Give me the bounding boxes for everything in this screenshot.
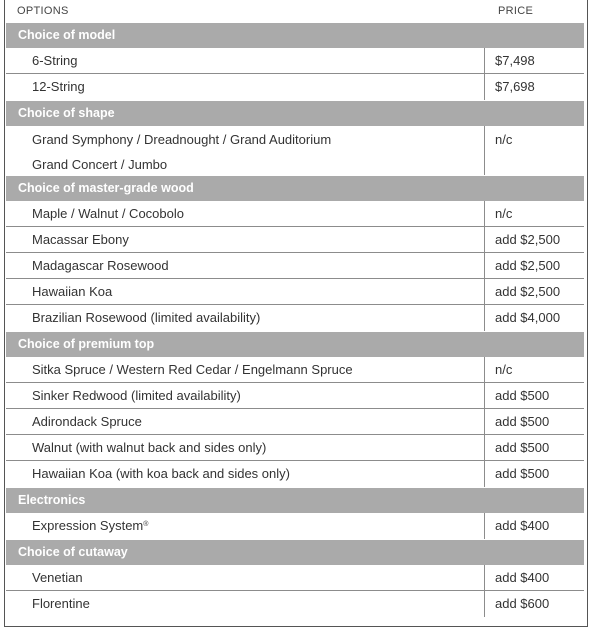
section-header-model: Choice of model [6, 23, 584, 48]
section-header-electronics: Electronics [6, 488, 584, 513]
price-table [6, 22, 584, 617]
price-cell: n/c [484, 201, 584, 226]
option-label: Adirondack Spruce [32, 414, 142, 429]
table-row [6, 383, 584, 409]
price-cell: $7,698 [484, 74, 584, 100]
option-label: 12-String [32, 79, 85, 94]
price-cell: add $400 [484, 513, 584, 539]
price-cell: add $2,500 [484, 253, 584, 278]
table-row [6, 357, 584, 383]
option-label: 6-String [32, 53, 78, 68]
registered-mark: ® [143, 521, 149, 528]
section-header-shape: Choice of shape [6, 101, 584, 126]
table-row [6, 279, 584, 305]
price-cell: add $500 [484, 435, 584, 460]
table-row [6, 201, 584, 227]
table-row [6, 48, 584, 74]
option-label: Maple / Walnut / Cocobolo [32, 206, 184, 221]
table-row [6, 435, 584, 461]
table-header [4, 0, 588, 22]
table-row [6, 253, 584, 279]
option-label: Sinker Redwood (limited availability) [32, 388, 241, 403]
table-row [6, 461, 584, 487]
table-row [6, 74, 584, 100]
section-header-cutaway: Choice of cutaway [6, 540, 584, 565]
table-row [6, 126, 584, 175]
option-label: Sitka Spruce / Western Red Cedar / Engelmann Spruce [32, 362, 353, 377]
options-column-header: OPTIONS [17, 5, 69, 17]
table-row [6, 409, 584, 435]
price-cell: add $4,000 [484, 305, 584, 331]
table-row [6, 565, 584, 591]
price-cell: add $600 [484, 591, 584, 617]
price-cell: $7,498 [484, 48, 584, 73]
option-label-text: Expression System [32, 518, 144, 533]
price-cell: add $500 [484, 461, 584, 487]
option-label: Florentine [32, 596, 90, 611]
option-label [32, 127, 331, 177]
price-cell: n/c [484, 357, 584, 382]
price-cell: add $2,500 [484, 227, 584, 252]
section-header-top: Choice of premium top [6, 332, 584, 357]
price-cell: n/c [484, 126, 584, 175]
price-column-header: PRICE [498, 5, 534, 17]
table-row [6, 513, 584, 539]
option-label: Macassar Ebony [32, 232, 129, 247]
option-label: Walnut (with walnut back and sides only) [32, 440, 267, 455]
table-row [6, 305, 584, 331]
option-label: Venetian [32, 570, 83, 585]
price-cell: add $500 [484, 409, 584, 434]
price-cell: add $500 [484, 383, 584, 408]
table-row [6, 591, 584, 617]
option-label: Brazilian Rosewood (limited availability) [32, 310, 261, 325]
section-header-wood: Choice of master-grade wood [6, 176, 584, 201]
option-label: Hawaiian Koa [32, 284, 113, 299]
table-row [6, 227, 584, 253]
option-label [32, 513, 148, 538]
price-cell: add $400 [484, 565, 584, 590]
option-label-line-1: Grand Symphony / Dreadnought / Grand Auditorium [32, 132, 332, 147]
price-cell: add $2,500 [484, 279, 584, 304]
option-label-line-2: Grand Concert / Jumbo [32, 157, 168, 172]
option-label: Madagascar Rosewood [32, 258, 169, 273]
option-label: Hawaiian Koa (with koa back and sides only) [32, 466, 290, 481]
